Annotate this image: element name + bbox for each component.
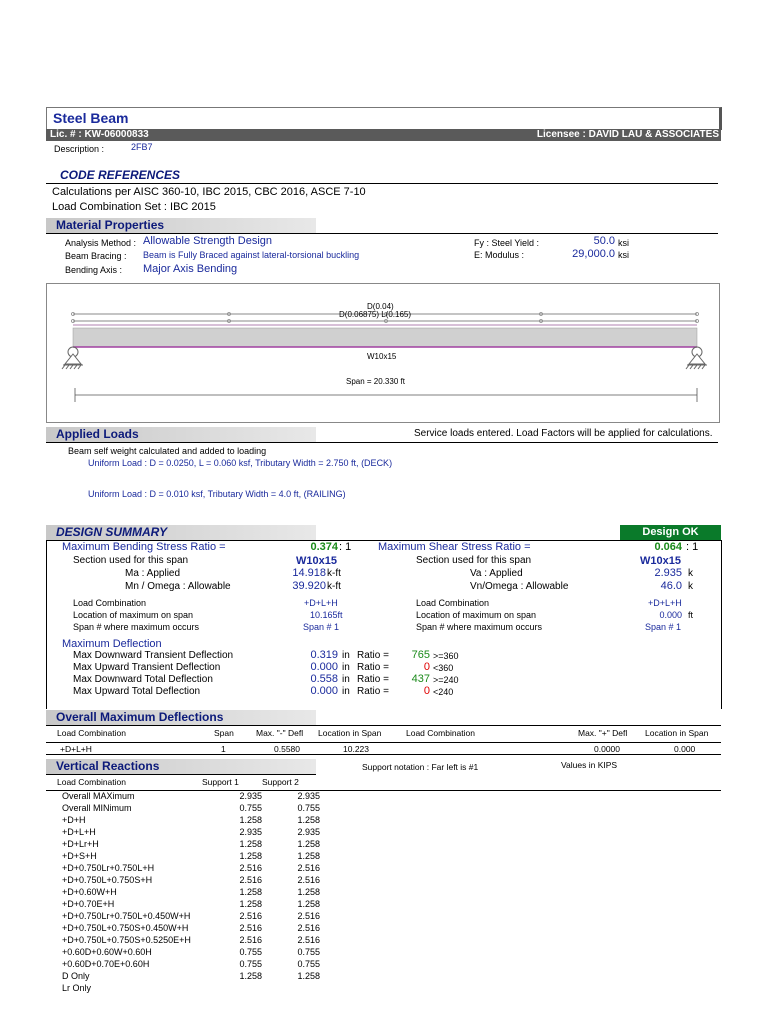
- deflection-ratio-label: Ratio =: [357, 674, 389, 685]
- reaction-support-2: 1.258: [297, 887, 320, 897]
- reaction-support-2: 2.516: [297, 935, 320, 945]
- description-value: 2FB7: [131, 142, 153, 152]
- shear-loc-label: Location of maximum on span: [416, 610, 537, 620]
- reaction-support-2: 1.258: [297, 971, 320, 981]
- analysis-method-value: Allowable Strength Design: [143, 235, 273, 247]
- reaction-support-2: 2.935: [297, 791, 320, 801]
- deflection-ratio: 0: [423, 661, 430, 673]
- overall-defl-cell: 0.000: [674, 744, 696, 754]
- design-ok-badge: Design OK: [620, 525, 721, 540]
- support-left-icon: [62, 347, 83, 369]
- reaction-support-1: 1.258: [239, 899, 262, 909]
- code-refs-line1: Calculations per AISC 360-10, IBC 2015, CBC 2016, ASCE 7-10: [52, 186, 366, 198]
- overall-defl-rule: [46, 725, 721, 726]
- reaction-support-2: 0.755: [297, 959, 320, 969]
- summary-heading: DESIGN SUMMARY: [56, 525, 168, 539]
- overall-defl-header: Max. "+" Defl: [578, 728, 628, 738]
- deflection-limit: >=360: [433, 651, 459, 661]
- deflection-heading: Maximum Deflection: [62, 638, 162, 650]
- shear-section-value: W10x15: [640, 555, 681, 567]
- shear-loc-unit: ft: [688, 610, 694, 620]
- deflection-unit: in: [342, 674, 350, 685]
- overall-defl-header: Max. "-" Defl: [256, 728, 304, 738]
- support-right-icon: [686, 347, 707, 369]
- overall-defl-header: Load Combination: [406, 728, 475, 738]
- ma-label: Ma : Applied: [125, 568, 181, 579]
- deflection-label: Max Upward Total Deflection: [73, 686, 201, 697]
- material-heading: Material Properties: [56, 218, 165, 232]
- reaction-support-2: 1.258: [297, 815, 320, 825]
- reactions-header-cell: Support 1: [202, 777, 239, 787]
- reaction-combo: +D+Lr+H: [62, 839, 99, 849]
- reaction-combo: Overall MINimum: [62, 803, 132, 813]
- va-value: 2.935: [654, 567, 682, 579]
- deflection-label: Max Downward Transient Deflection: [73, 650, 234, 661]
- shear-lc-label: Load Combination: [416, 598, 490, 608]
- reaction-support-2: 2.516: [297, 911, 320, 921]
- vn-label: Vn/Omega : Allowable: [470, 581, 569, 592]
- overall-defl-cell: 0.0000: [594, 744, 620, 754]
- reaction-support-1: 2.516: [239, 935, 262, 945]
- material-rule: [46, 233, 718, 234]
- applied-note: Service loads entered. Load Factors will be applied for calculations.: [414, 428, 713, 439]
- reaction-combo: +D+S+H: [62, 851, 97, 861]
- shear-section-label: Section used for this span: [416, 555, 532, 566]
- analysis-method-label: Analysis Method :: [65, 238, 137, 248]
- reaction-support-1: 2.516: [239, 875, 262, 885]
- reaction-combo: D Only: [62, 971, 90, 981]
- overall-defl-heading-bar: [46, 710, 718, 725]
- reaction-support-1: 1.258: [239, 887, 262, 897]
- deflection-label: Max Downward Total Deflection: [73, 674, 213, 685]
- bending-section-value: W10x15: [296, 555, 337, 567]
- beam-body: [73, 328, 697, 347]
- reaction-support-1: 2.935: [239, 827, 262, 837]
- bending-ratio-value: 0.374: [310, 541, 338, 553]
- fy-unit: ksi: [618, 238, 629, 248]
- reaction-combo: +0.60D+0.60W+0.60H: [62, 947, 152, 957]
- reaction-support-1: 0.755: [239, 959, 262, 969]
- code-refs-line2: Load Combination Set : IBC 2015: [52, 201, 216, 213]
- uniform-load-1: Uniform Load : D = 0.0250, L = 0.060 ksf, Tributary Width = 2.750 ft, (DECK): [88, 458, 393, 468]
- license-number: Lic. # : KW-06000833: [50, 129, 149, 140]
- reaction-support-1: 2.516: [239, 911, 262, 921]
- reactions-rule-a: [46, 774, 316, 775]
- overall-defl-rule-3: [46, 754, 721, 755]
- span-label: Span = 20.330 ft: [346, 377, 405, 386]
- deflection-ratio-label: Ratio =: [357, 662, 389, 673]
- reaction-support-2: 2.516: [297, 875, 320, 885]
- e-modulus-label: E: Modulus :: [474, 250, 525, 260]
- fy-label: Fy : Steel Yield :: [474, 238, 540, 248]
- ma-value: 14.918: [292, 567, 326, 579]
- deflection-unit: in: [342, 686, 350, 697]
- reaction-support-2: 1.258: [297, 851, 320, 861]
- reaction-support-1: 1.258: [239, 971, 262, 981]
- reactions-units: Values in KIPS: [561, 760, 618, 770]
- reaction-support-1: 0.755: [239, 803, 262, 813]
- reactions-header-cell: Support 2: [262, 777, 299, 787]
- reaction-support-2: 1.258: [297, 899, 320, 909]
- vn-value: 46.0: [660, 580, 682, 592]
- bending-section-label: Section used for this span: [73, 555, 189, 566]
- load-label-1: D(0.04): [367, 302, 394, 311]
- self-weight-note: Beam self weight calculated and added to loading: [68, 446, 267, 456]
- reaction-combo: +D+0.750L+0.750S+H: [62, 875, 153, 885]
- bending-lc-label: Load Combination: [73, 598, 147, 608]
- overall-defl-header: Location in Span: [645, 728, 709, 738]
- summary-heading-bar: [46, 525, 620, 540]
- deflection-ratio: 437: [411, 673, 430, 685]
- shear-loc-value: 0.000: [659, 610, 682, 620]
- reaction-combo: +0.60D+0.70E+0.60H: [62, 959, 150, 969]
- shear-ratio-label: Maximum Shear Stress Ratio =: [378, 541, 531, 553]
- vn-unit: k: [688, 581, 693, 592]
- va-label: Va : Applied: [470, 568, 523, 579]
- reaction-support-2: 0.755: [297, 947, 320, 957]
- title-box: [46, 107, 722, 130]
- overall-defl-header: Load Combination: [57, 728, 126, 738]
- deflection-unit: in: [342, 650, 350, 661]
- overall-defl-cell: 0.5580: [274, 744, 300, 754]
- bending-ratio-suffix: : 1: [339, 541, 352, 553]
- bending-lc-value: +D+L+H: [304, 598, 338, 608]
- load-label-2: D(0.06875) L(0.165): [339, 310, 412, 319]
- code-refs-heading: CODE REFERENCES: [60, 168, 181, 182]
- beam-diagram: [46, 283, 720, 423]
- overall-defl-cell: 10.223: [343, 744, 369, 754]
- mn-unit: k-ft: [327, 581, 341, 592]
- deflection-ratio: 0: [423, 685, 430, 697]
- mn-label: Mn / Omega : Allowable: [125, 581, 231, 592]
- reaction-support-1: 2.516: [239, 863, 262, 873]
- code-refs-rule: [46, 183, 718, 184]
- deflection-value: 0.000: [310, 685, 338, 697]
- reaction-combo: +D+H: [62, 815, 86, 825]
- reaction-support-2: 2.935: [297, 827, 320, 837]
- section-label: W10x15: [367, 352, 397, 361]
- overall-defl-header: Location in Span: [318, 728, 382, 738]
- bending-axis-label: Bending Axis :: [65, 265, 123, 275]
- page-title: Steel Beam: [53, 110, 129, 126]
- beam-bracing-label: Beam Bracing :: [65, 251, 127, 261]
- shear-span-label: Span # where maximum occurs: [416, 622, 543, 632]
- bending-span-value: Span # 1: [303, 622, 340, 632]
- reaction-combo: +D+0.750L+0.750S+0.5250E+H: [62, 935, 191, 945]
- fy-value: 50.0: [593, 235, 615, 247]
- deflection-value: 0.000: [310, 661, 338, 673]
- bending-span-label: Span # where maximum occurs: [73, 622, 200, 632]
- deflection-limit: <240: [433, 687, 454, 697]
- deflection-value: 0.558: [310, 673, 338, 685]
- bending-ratio-label: Maximum Bending Stress Ratio =: [62, 541, 226, 553]
- reaction-support-1: 1.258: [239, 839, 262, 849]
- reaction-support-1: 1.258: [239, 851, 262, 861]
- reaction-support-2: 2.516: [297, 923, 320, 933]
- reaction-combo: Lr Only: [62, 983, 92, 993]
- reaction-combo: +D+0.70E+H: [62, 899, 115, 909]
- va-unit: k: [688, 568, 693, 579]
- reaction-support-1: 1.258: [239, 815, 262, 825]
- reactions-header-cell: Load Combination: [57, 777, 126, 787]
- deflection-limit: <360: [433, 663, 454, 673]
- overall-defl-header: Span: [214, 728, 234, 738]
- reaction-support-1: 2.516: [239, 923, 262, 933]
- reactions-table: [62, 791, 362, 1011]
- shear-ratio-suffix: : 1: [686, 541, 699, 553]
- material-heading-bar: [46, 218, 718, 233]
- reaction-support-1: 2.935: [239, 791, 262, 801]
- reaction-support-2: 1.258: [297, 839, 320, 849]
- overall-defl-cell: 1: [221, 744, 226, 754]
- bending-loc-value: 10.165ft: [310, 610, 343, 620]
- reaction-combo: +D+L+H: [62, 827, 96, 837]
- overall-defl-heading: Overall Maximum Deflections: [56, 710, 224, 724]
- deflection-label: Max Upward Transient Deflection: [73, 662, 221, 673]
- reaction-combo: +D+0.750Lr+0.750L+0.450W+H: [62, 911, 191, 921]
- deflection-unit: in: [342, 662, 350, 673]
- deflection-ratio-label: Ratio =: [357, 686, 389, 697]
- overall-defl-cell: +D+L+H: [60, 744, 92, 754]
- reaction-support-2: 2.516: [297, 863, 320, 873]
- reactions-heading: Vertical Reactions: [56, 759, 160, 773]
- reaction-combo: Overall MAXimum: [62, 791, 135, 801]
- deflection-ratio-label: Ratio =: [357, 650, 389, 661]
- overall-defl-rule-2: [46, 742, 721, 743]
- ma-unit: k-ft: [327, 568, 341, 579]
- shear-ratio-value: 0.064: [654, 541, 682, 553]
- e-modulus-value: 29,000.0: [572, 248, 615, 260]
- applied-rule: [46, 442, 718, 443]
- licensee: Licensee : DAVID LAU & ASSOCIATES: [536, 129, 719, 140]
- bending-axis-value: Major Axis Bending: [143, 263, 238, 275]
- shear-lc-value: +D+L+H: [648, 598, 682, 608]
- beam-bracing-value: Beam is Fully Braced against lateral-torsional buckling: [143, 250, 360, 260]
- deflection-limit: >=240: [433, 675, 459, 685]
- license-bar: [46, 129, 721, 141]
- reactions-notation: Support notation : Far left is #1: [362, 762, 479, 772]
- applied-heading: Applied Loads: [56, 427, 139, 441]
- reaction-support-2: 0.755: [297, 803, 320, 813]
- shear-span-value: Span # 1: [645, 622, 682, 632]
- bending-loc-label: Location of maximum on span: [73, 610, 194, 620]
- reaction-combo: +D+0.750Lr+0.750L+H: [62, 863, 155, 873]
- reaction-combo: +D+0.60W+H: [62, 887, 117, 897]
- deflection-ratio: 765: [411, 649, 430, 661]
- e-modulus-unit: ksi: [618, 250, 629, 260]
- reaction-support-1: 0.755: [239, 947, 262, 957]
- mn-value: 39.920: [292, 580, 326, 592]
- deflection-value: 0.319: [310, 649, 338, 661]
- uniform-load-2: Uniform Load : D = 0.010 ksf, Tributary Width = 4.0 ft, (RAILING): [88, 489, 346, 499]
- description-label: Description :: [54, 144, 105, 154]
- reaction-combo: +D+0.750L+0.750S+0.450W+H: [62, 923, 189, 933]
